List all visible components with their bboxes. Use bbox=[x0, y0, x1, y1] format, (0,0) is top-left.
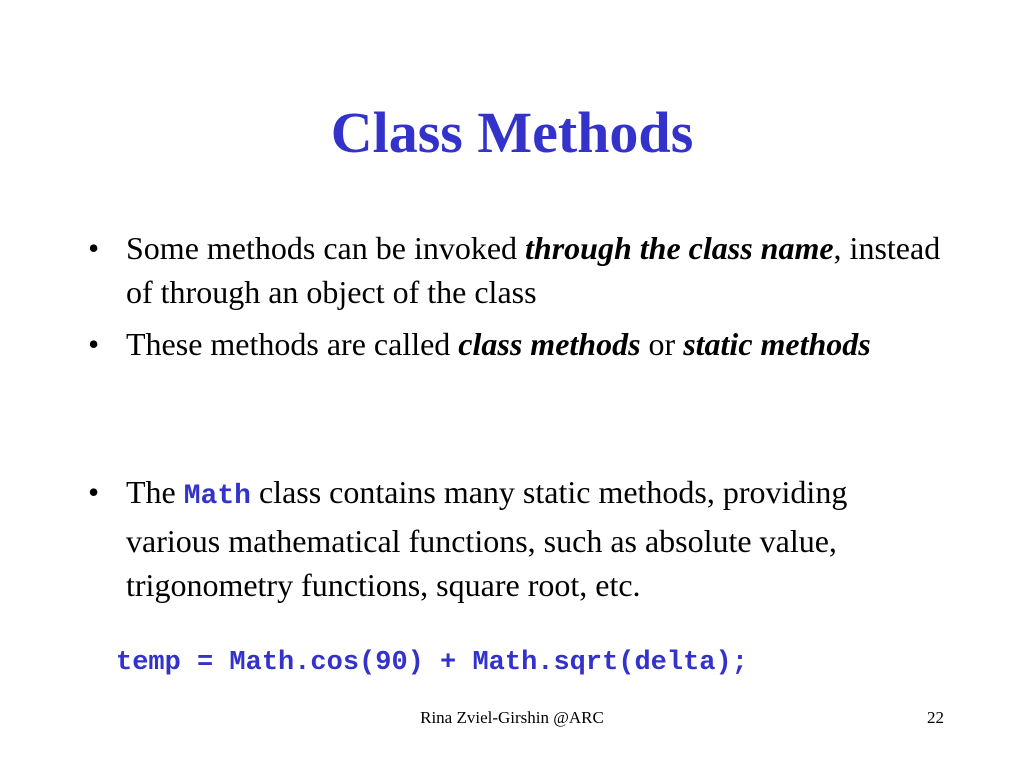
bullet-dot: • bbox=[88, 230, 100, 266]
bullet-2-emphasis-b: static methods bbox=[683, 326, 871, 362]
bullet-1-emphasis: through the class name bbox=[525, 230, 834, 266]
bullet-text-3 bbox=[126, 470, 948, 607]
bullet-dot: • bbox=[88, 474, 100, 510]
bullet-text-1 bbox=[126, 226, 948, 314]
bullet-1-text-a: Some methods can be invoked bbox=[126, 230, 526, 266]
slide-title: Class Methods bbox=[330, 100, 694, 165]
bullet-text-2 bbox=[126, 322, 948, 366]
bullet-3-text-b: class contains many static methods, providing various mathematical functions, such as absolute value, trigonometry functions, square root, etc. bbox=[126, 474, 848, 603]
bullet-dot: • bbox=[88, 326, 100, 362]
footer-author: Rina Zviel-Girshin @ARC bbox=[420, 708, 604, 727]
bullet-3-code: Math bbox=[183, 481, 251, 512]
code-example: temp = Math.cos(90) + Math.sqrt(delta); bbox=[116, 648, 748, 678]
bullet-3-text-a: The bbox=[126, 474, 184, 510]
bullet-2-text-b: or bbox=[640, 326, 684, 362]
bullet-2-text-a: These methods are called bbox=[126, 326, 459, 362]
page-number: 22 bbox=[927, 708, 944, 727]
bullet-2-emphasis-a: class methods bbox=[458, 326, 641, 362]
bullet-1-text-b: , instead of through an object of the class bbox=[126, 230, 941, 310]
